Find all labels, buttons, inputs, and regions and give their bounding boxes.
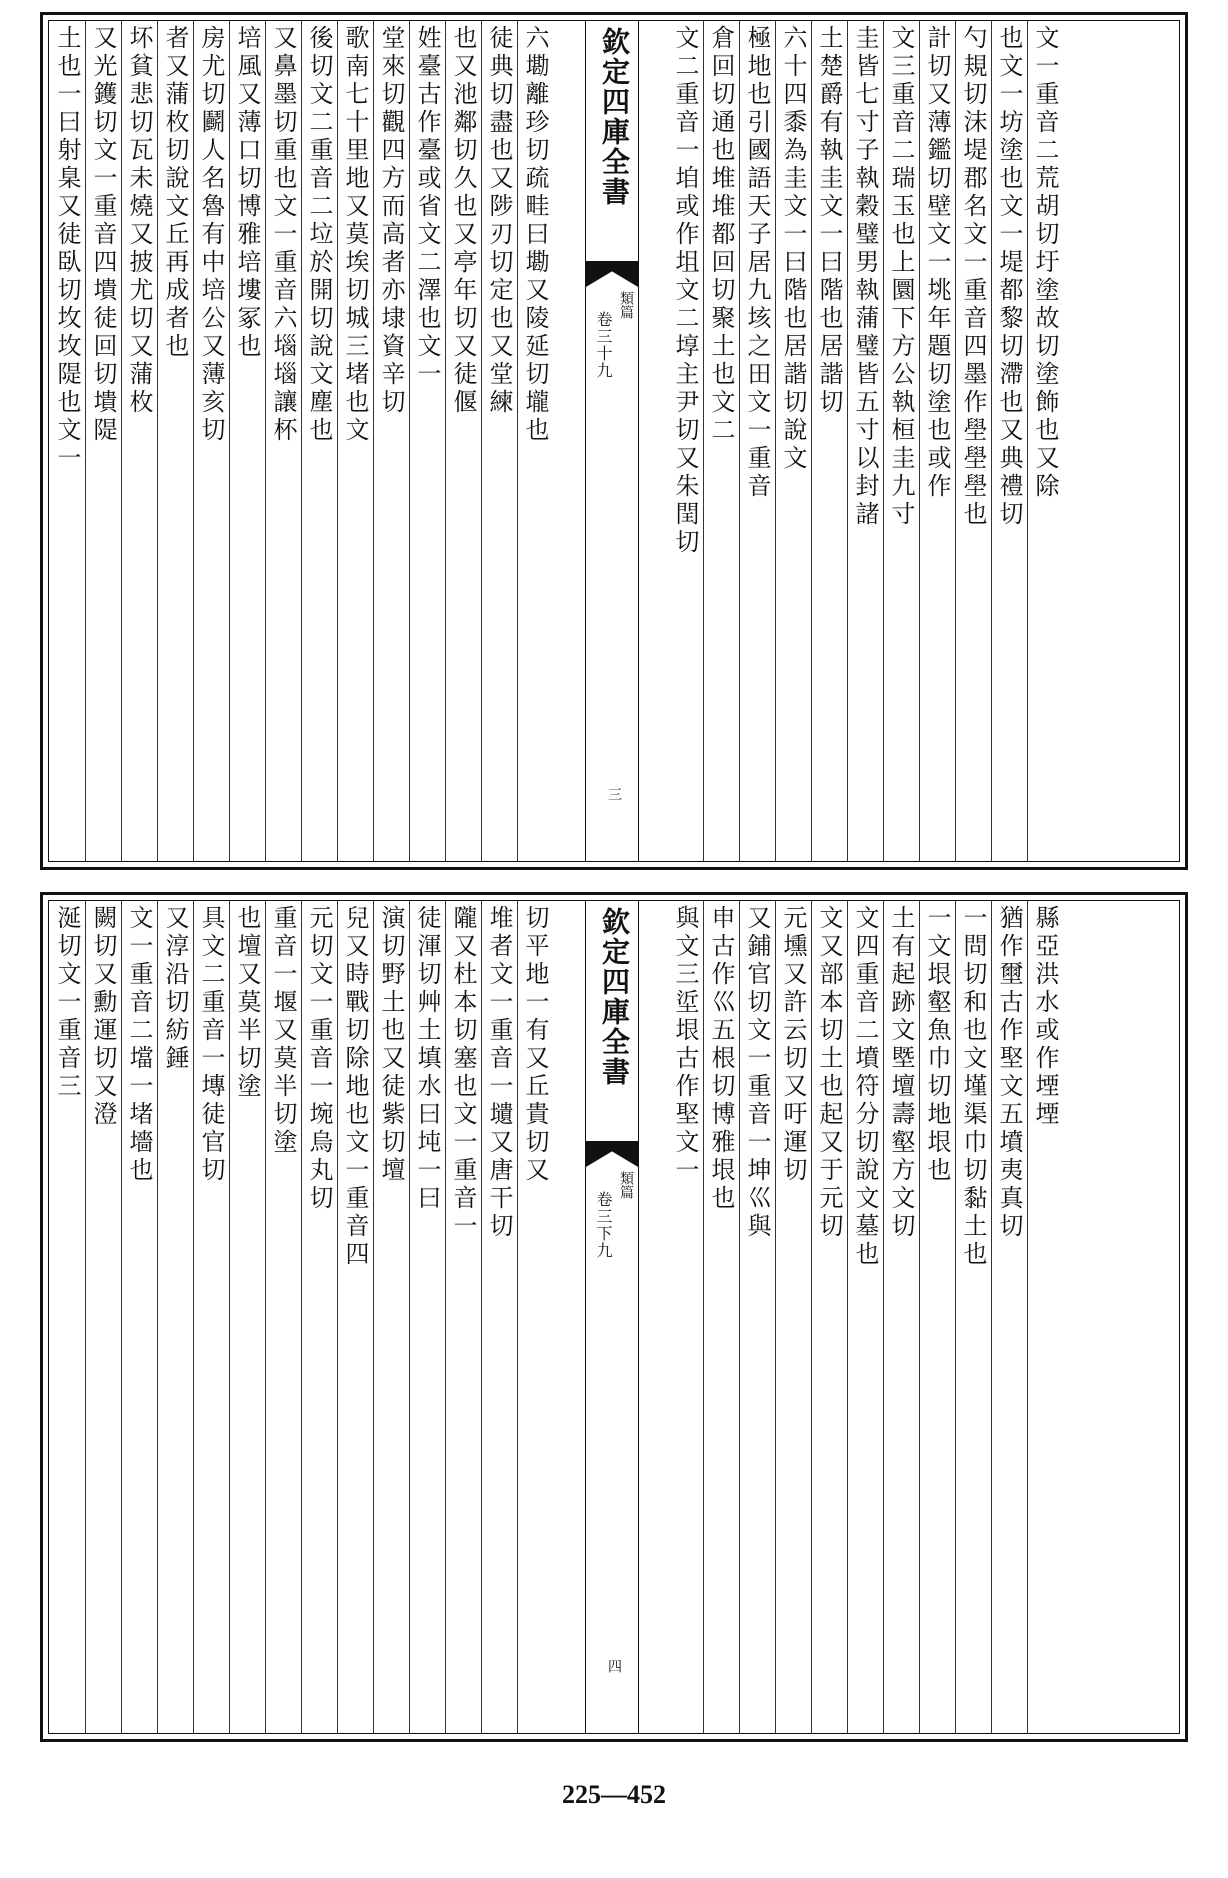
top-page-gutter [585, 21, 639, 861]
gutter-page-number: 三 [606, 787, 622, 801]
gutter-page-number: 四 [606, 1659, 622, 1673]
bottom-right-text-block [667, 901, 1179, 1733]
text-column: 演切野土也又徒紫切壇 [373, 901, 409, 1733]
bottom-left-text-block [49, 901, 574, 1733]
text-column: 堂來切觀四方而高者亦埭資辛切 [373, 21, 409, 861]
text-column: 文一重音二荒胡切圩塗故切塗飾也又除 [1027, 21, 1063, 861]
text-column: 一問切和也文墐渠巾切黏土也 [955, 901, 991, 1733]
text-column: 土有起跡文塈壇壽壑方文切 [883, 901, 919, 1733]
text-column: 計切又薄鑑切壁文一垗年題切塗也或作 [919, 21, 955, 861]
text-column: 文二重音一垍或作坥文二埻主尹切又朱閏切 [671, 25, 699, 557]
text-column: 文三重音二瑞玉也上圜下方公執桓圭九寸 [883, 21, 919, 861]
text-column: 兒又時戰切除地也文一重音四 [337, 901, 373, 1733]
text-column: 六墈離珍切疏畦曰墈又陵延切壠也 [517, 21, 553, 861]
text-column: 者又蒲枚切說文丘再成者也 [157, 21, 193, 861]
text-column: 六十四黍為圭文一曰階也居諧切說文 [775, 21, 811, 861]
gutter-title: 欽定四庫全書 [598, 27, 631, 207]
top-right-text-block [667, 21, 1179, 861]
text-column: 圭皆七寸子執穀璧男執蒲璧皆五寸以封諸 [847, 21, 883, 861]
text-column: 又鼻墨切重也文一重音六堖堖讓杯 [265, 21, 301, 861]
text-column: 元壎又許云切又吁運切 [775, 901, 811, 1733]
text-column: 極地也引國語天子居九垓之田文一重音 [739, 21, 775, 861]
text-column: 涎切文一重音三 [53, 905, 81, 1101]
text-column: 姓臺古作臺或省文二澤也文一 [409, 21, 445, 861]
text-column: 也文一坊塗也文一堤都黎切滯也又典禮切 [991, 21, 1027, 861]
text-column: 隴又杜本切塞也文一重音一 [445, 901, 481, 1733]
text-column: 坏貧悲切瓦未燒又披尤切又蒲枚 [121, 21, 157, 861]
text-column: 重音一堰又莫半切塗 [265, 901, 301, 1733]
text-column: 一文垠壑魚巾切地垠也 [919, 901, 955, 1733]
text-column: 猶作壐古作埾文五墳夷真切 [991, 901, 1027, 1733]
text-column: 也壇又莫半切塗 [229, 901, 265, 1733]
bottom-page-gutter [585, 901, 639, 1733]
text-column: 又淳沿切紡錘 [157, 901, 193, 1733]
gutter-category: 類篇 [618, 291, 634, 319]
text-column: 房尤切鬬人名魯有中培公又薄亥切 [193, 21, 229, 861]
top-page-frame [40, 12, 1188, 870]
text-column: 倉回切通也堆堆都回切聚土也文二 [703, 21, 739, 861]
text-column: 又鋪官切文一重音一坤巛與 [739, 901, 775, 1733]
gutter-volume: 卷三下九 [594, 1191, 613, 1259]
text-column: 土也一曰射臬又徒臥切坆坆隄也文一 [53, 25, 81, 473]
text-column: 歌南七十里地又莫埃切城三堵也文 [337, 21, 373, 861]
text-column: 切平地一有又丘貴切又 [517, 901, 553, 1733]
gutter-volume: 卷三十九 [594, 311, 613, 379]
page-id-footer: 225—452 [562, 1780, 666, 1809]
text-column: 縣亞洪水或作堙堙 [1027, 901, 1063, 1733]
text-column: 元切文一重音一埦烏丸切 [301, 901, 337, 1733]
text-column: 徒渾切艸土填水曰坉一曰 [409, 901, 445, 1733]
gutter-category: 類篇 [618, 1171, 634, 1199]
text-column: 闕切又勳運切又澄 [85, 901, 121, 1733]
text-column: 文四重音二墳符分切說文墓也 [847, 901, 883, 1733]
gutter-title: 欽定四庫全書 [598, 907, 631, 1087]
text-column: 勺規切沫堤郡名文一重音四墨作壆壆壆也 [955, 21, 991, 861]
text-column: 與文三垽垠古作埾文一 [671, 905, 699, 1185]
text-column: 又光鑊切文一重音四墤徒回切墤隄 [85, 21, 121, 861]
text-column: 具文二重音一塼徒官切 [193, 901, 229, 1733]
text-column: 文又部本切土也起又于元切 [811, 901, 847, 1733]
text-column: 培風又薄口切博雅培塿冢也 [229, 21, 265, 861]
text-column: 也又池鄰切久也又亭年切又徒偃 [445, 21, 481, 861]
text-column: 堆者文一重音一壝又唐干切 [481, 901, 517, 1733]
top-left-text-block [49, 21, 574, 861]
text-column: 文一重音二壋一堵墻也 [121, 901, 157, 1733]
text-column: 申古作巛五根切博雅垠也 [703, 901, 739, 1733]
fish-tail-mark [586, 261, 638, 287]
fish-tail-mark [586, 1141, 638, 1167]
text-column: 後切文二重音二垃於開切說文塵也 [301, 21, 337, 861]
text-column: 土楚爵有執圭文一曰階也居諧切 [811, 21, 847, 861]
text-column: 徒典切盡也又陟刃切定也又堂練 [481, 21, 517, 861]
bottom-page-frame [40, 892, 1188, 1742]
